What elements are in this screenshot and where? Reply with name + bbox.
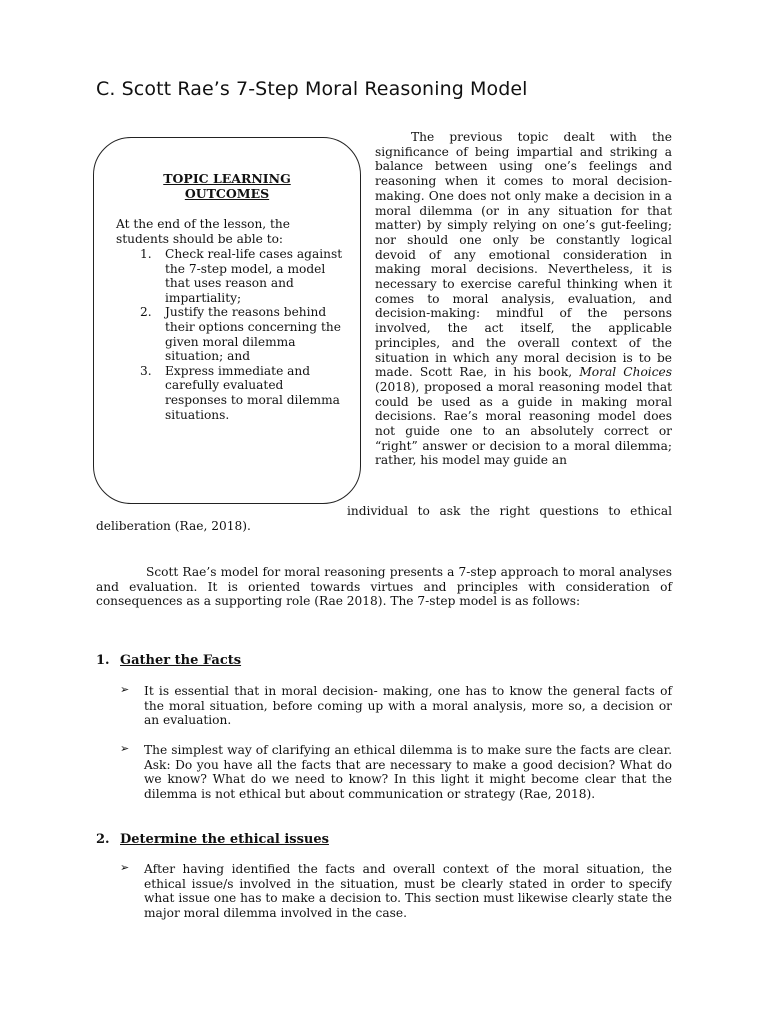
intro-paragraph-column: The previous topic dealt with the significance of being impartial and striking a balance between using one’s feelings and reasoning when it comes to moral decision-making. One does not only make a decision in a moral dilemma (or in any situation for that matter) by simply relying on one’s gut-feeling; nor should one only be constantly logical devoid of any emotional consideration in making moral decisions. Nevertheless, it is necessary to exercise careful thinking when it comes to moral analysis, evaluation, and decision-making: mindful of the persons involved, the act itself, the applicable principles, and the overall context of the situation in which any moral decision is to be made. Scott Rae, in his book, Moral Choices (2018), proposed a moral reasoning model that could be used as a guide in making moral decisions. Rae’s moral reasoning model does not guide one to an absolutely correct or “right” answer or decision to a moral dilemma; rather, his model may guide an bbox=[375, 130, 672, 468]
outcomes-heading: TOPIC LEARNING OUTCOMES bbox=[163, 171, 291, 201]
book-title: Moral Choices bbox=[579, 365, 672, 380]
model-overview-paragraph: Scott Rae’s model for moral reasoning presents a 7-step approach to moral analyses and evaluation. It is oriented towards virtues and principles with consideration of consequences as a supporting role (Rae 2018). The 7-step model is as follows: bbox=[96, 565, 672, 609]
outcome-item: 1. Check real-life cases against the 7-step model, a model that uses reason and impartiality; bbox=[140, 247, 343, 305]
page-title: C. Scott Rae’s 7-Step Moral Reasoning Model bbox=[96, 78, 528, 100]
outcomes-intro: At the end of the lesson, the students should be able to: bbox=[116, 217, 290, 246]
step-1-bullet: ➢ It is essential that in moral decision- making, one has to know the general facts of the moral situation, before coming up with a moral analysis, more so, a decision or an evaluation. bbox=[120, 683, 672, 728]
arrow-bullet-icon: ➢ bbox=[120, 742, 130, 755]
step-2-heading: 2. Determine the ethical issues bbox=[96, 832, 329, 847]
step-1-bullet: ➢ The simplest way of clarifying an ethical dilemma is to make sure the facts are clear. Ask: Do you have all the facts that are necessary to make a good decision? What do we know? What do we need to know? In this light it might become clear that the dilemma is not ethical but about communication or strategy (Rae, 2018). bbox=[120, 742, 672, 802]
step-1-heading: 1. Gather the Facts bbox=[96, 653, 242, 668]
outcomes-list bbox=[116, 247, 348, 422]
step-2-bullet: ➢ After having identified the facts and overall context of the moral situation, the ethical issue/s involved in the situation, must be clearly stated in order to specify what issue one has to make a decision to. This section must likewise clearly state the major moral dilemma involved in the case. bbox=[120, 861, 672, 921]
arrow-bullet-icon: ➢ bbox=[120, 861, 130, 874]
arrow-bullet-icon: ➢ bbox=[120, 683, 130, 696]
outcome-item: 2. Justify the reasons behind their options concerning the given moral dilemma situation; and bbox=[140, 305, 341, 364]
intro-paragraph-continuation: individual to ask the right questions to ethical deliberation (Rae, 2018). bbox=[96, 504, 672, 533]
outcome-item: 3. Express immediate and carefully evaluated responses to moral dilemma situations. bbox=[140, 363, 340, 422]
learning-outcomes-box bbox=[93, 137, 361, 504]
